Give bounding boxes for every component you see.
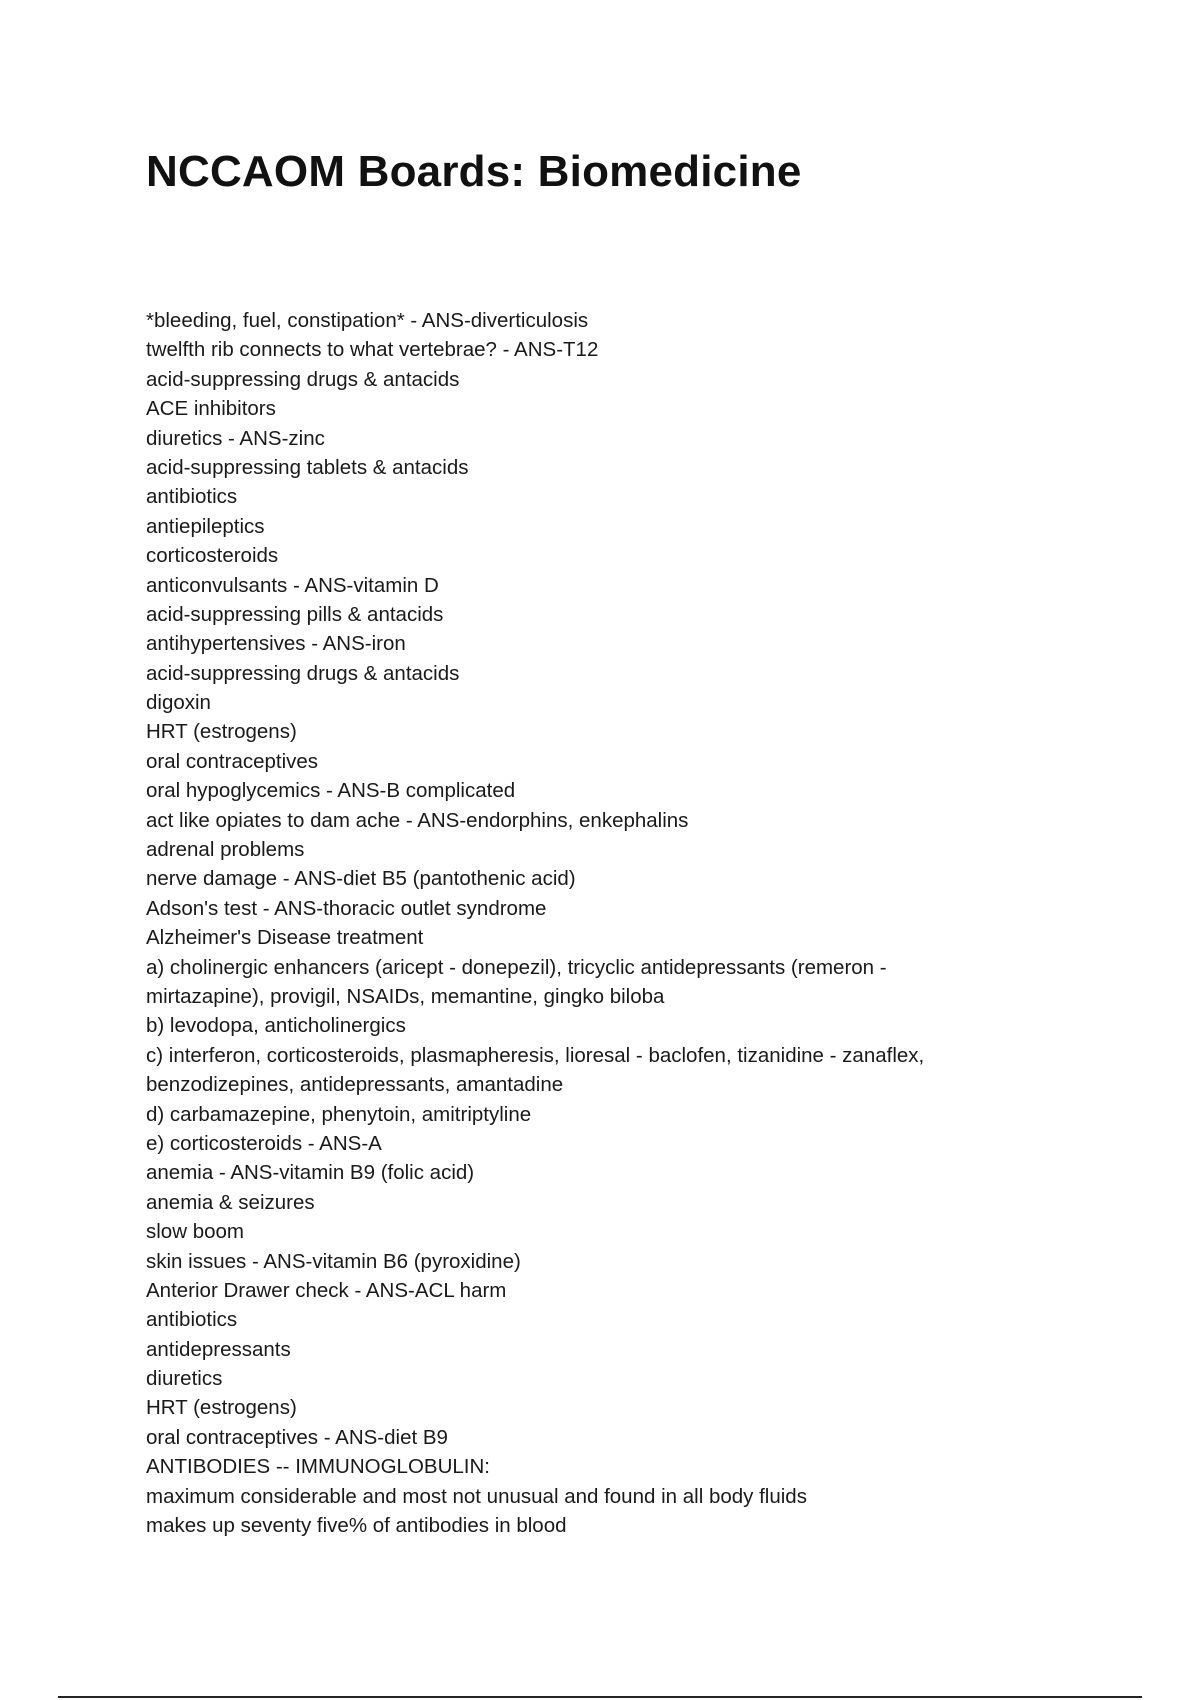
text-line: anticonvulsants - ANS-vitamin D	[146, 573, 439, 597]
text-line: act like opiates to dam ache - ANS-endorphins, enkephalins	[146, 808, 689, 832]
text-line: e) corticosteroids - ANS-A	[146, 1131, 382, 1155]
text-line: HRT (estrogens)	[146, 720, 297, 744]
text-line: diuretics	[146, 1367, 223, 1391]
text-line: antihypertensives - ANS-iron	[146, 632, 406, 656]
text-line: antibiotics	[146, 485, 238, 509]
text-line: twelfth rib connects to what vertebrae? - ANS-T12	[146, 338, 599, 362]
text-line: a) cholinergic enhancers (aricept - donepezil), tricyclic antidepressants (remeron -	[146, 955, 887, 979]
text-line: benzodizepines, antidepressants, amantadine	[146, 1073, 564, 1097]
text-line: digoxin	[146, 691, 211, 715]
text-line: maximum considerable and most not unusual and found in all body fluids	[146, 1484, 807, 1508]
text-line: anemia - ANS-vitamin B9 (folic acid)	[146, 1161, 475, 1185]
document-body	[146, 306, 1046, 1540]
text-line: antibiotics	[146, 1308, 238, 1332]
text-line: *bleeding, fuel, constipation* - ANS-diverticulosis	[146, 309, 589, 332]
text-line: anemia & seizures	[146, 1190, 315, 1214]
text-line: nerve damage - ANS-diet B5 (pantothenic acid)	[146, 867, 576, 891]
text-line: Alzheimer's Disease treatment	[146, 926, 424, 950]
text-line: slow boom	[146, 1220, 244, 1244]
text-line: skin issues - ANS-vitamin B6 (pyroxidine)	[146, 1249, 521, 1273]
page-title: NCCAOM Boards: Biomedicine	[146, 147, 802, 196]
text-line: b) levodopa, anticholinergics	[146, 1014, 406, 1038]
text-line: diuretics - ANS-zinc	[146, 426, 325, 450]
text-line: acid-suppressing pills & antacids	[146, 602, 444, 626]
text-line: HRT (estrogens)	[146, 1396, 297, 1420]
text-line: mirtazapine), provigil, NSAIDs, memantine, gingko biloba	[146, 984, 665, 1008]
text-line: ANTIBODIES -- IMMUNOGLOBULIN:	[146, 1455, 490, 1479]
text-line: Adson's test - ANS-thoracic outlet syndrome	[146, 896, 547, 920]
text-line: oral contraceptives - ANS-diet B9	[146, 1425, 448, 1449]
text-line: antiepileptics	[146, 514, 265, 538]
text-line: c) interferon, corticosteroids, plasmapheresis, lioresal - baclofen, tizanidine - zanaflex,	[146, 1043, 925, 1067]
text-line: oral hypoglycemics - ANS-B complicated	[146, 779, 516, 803]
text-line: Anterior Drawer check - ANS-ACL harm	[146, 1278, 507, 1302]
text-line: antidepressants	[146, 1337, 291, 1361]
text-line: oral contraceptives	[146, 749, 319, 773]
text-line: d) carbamazepine, phenytoin, amitriptyline	[146, 1102, 532, 1126]
text-line: ACE inhibitors	[146, 397, 276, 421]
footer-divider	[58, 1696, 1142, 1698]
text-line: adrenal problems	[146, 838, 305, 862]
text-line: acid-suppressing drugs & antacids	[146, 661, 460, 685]
text-line: acid-suppressing tablets & antacids	[146, 455, 469, 479]
text-line: corticosteroids	[146, 544, 279, 568]
text-line: makes up seventy five% of antibodies in blood	[146, 1514, 567, 1538]
text-line: acid-suppressing drugs & antacids	[146, 367, 460, 391]
